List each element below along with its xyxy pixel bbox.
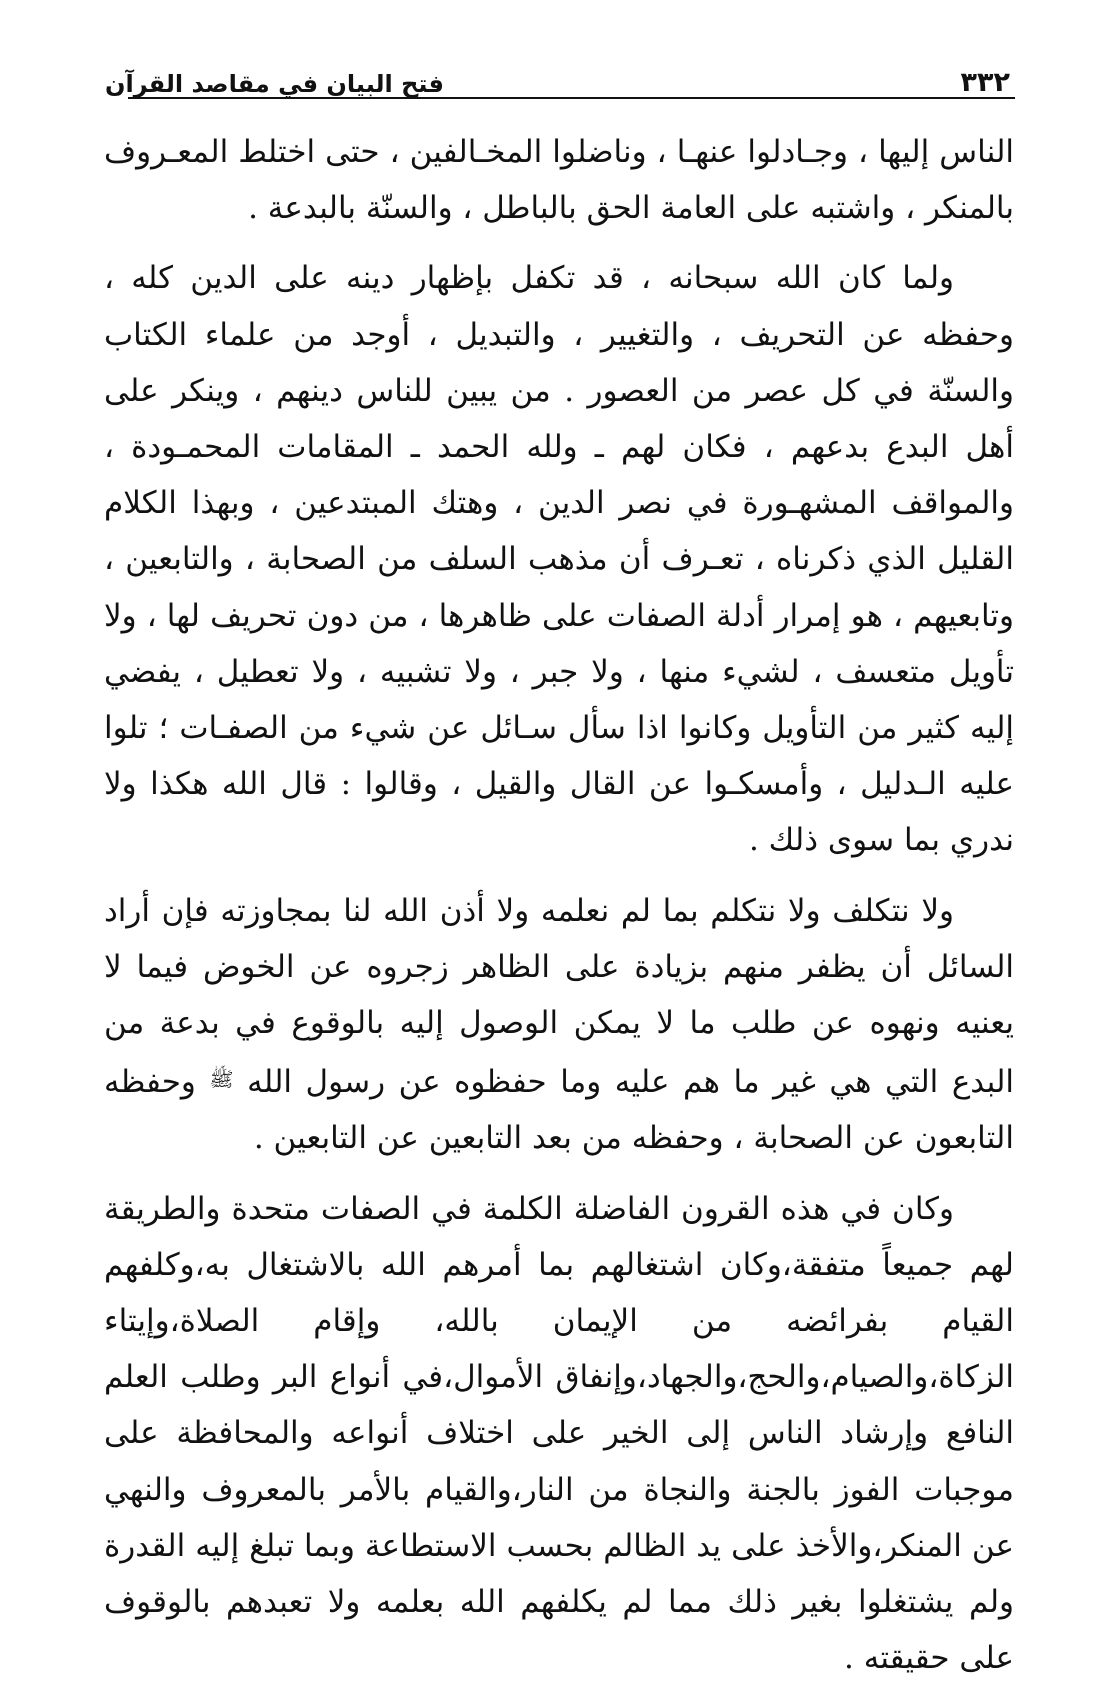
honorific-symbol: ﷺ	[209, 1067, 234, 1092]
header-divider	[128, 97, 1015, 99]
paragraph-3-text-before: ولا نتكلف ولا نتكلم بما لم نعلمه ولا أذن الله لنا بمجاوزته فإن أراد السائل أن يظفر منهم بزيادة على الظاهر زجروه عن الخوض فيما لا يعنيه ونهوه عن طلب ما لا يمكن الوصول إليه بالوقوع في بدعة من البدع التي هي غير ما هم عليه وما حفظوه عن رسول الله	[104, 892, 1014, 1101]
page-number: ٣٣٢	[960, 67, 1010, 98]
running-title: فتح البيان في مقاصد القرآن	[105, 70, 444, 98]
paragraph-4: وكان في هذه القرون الفاضلة الكلمة في الصفات متحدة والطريقة لهم جميعاً متفقة،وكان اشتغالهم بما أمرهم الله بالاشتغال به،وكلفهم القيام بفرائضه من الإيمان بالله، وإقام الصلاة،وإيتاء الزكاة،والصيام،والحج،والجهاد،وإنفاق الأموال،في أنواع البر وطلب العلم النافع وإرشاد الناس إلى الخير على اختلاف أنواعه والمحافظة على موجبات الفوز بالجنة والنجاة من النار،والقيام بالأمر بالمعروف والنهي عن المنكر،والأخذ على يد الظالم بحسب الاستطاعة وبما تبلغ إليه القدرة ولم يشتغلوا بغير ذلك مما لم يكلفهم الله بعلمه ولا تعبدهم بالوقوف على حقيقته .	[104, 1190, 1014, 1677]
page-header	[105, 52, 1010, 96]
paragraph-3-text-after: وحفظه التابعون عن الصحابة ، وحفظه من بعد التابعين عن التابعين .	[104, 1064, 1014, 1157]
paragraph-1: الناس إليها ، وجـادلوا عنهـا ، وناضلوا المخـالفين ، حتى اختلط المعـروف بالمنكر ، واشتبه على العامة الحق بالباطل ، والسنّة بالبدعة .	[104, 134, 1015, 227]
paragraph-2: ولما كان الله سبحانه ، قد تكفل بإظهار دينه على الدين كله ، وحفظه عن التحريف ، والتغيير ، والتبديل ، أوجد من علماء الكتاب والسنّة في كل عصر من العصور . من يبين للناس دينهم ، وينكر على أهل البدع بدعهم ، فكان لهم ـ ولله الحمد ـ المقامات المحمـودة ، والمواقف المشهـورة في نصر الدين ، وهتك المبتدعين ، وبهذا الكلام القليل الذي ذكرناه ، تعـرف أن مذهب السلف من الصحابة ، والتابعين ، وتابعيهم ، هو إمرار أدلة الصفات على ظاهرها ، من دون تحريف لها ، ولا تأويل متعسف ، لشيء منها ، ولا جبر ، ولا تشبيه ، ولا تعطيل ، يفضي إليه كثير من التأويل وكانوا اذا سأل سـائل عن شيء من الصفـات ؛ تلوا عليه الـدليل ، وأمسكـوا عن القال والقيل ، وقالوا : قال الله هكذا ولا ندري بما سوى ذلك .	[104, 260, 1014, 859]
page-body	[104, 124, 1014, 1700]
paragraph-3	[104, 883, 1014, 1167]
